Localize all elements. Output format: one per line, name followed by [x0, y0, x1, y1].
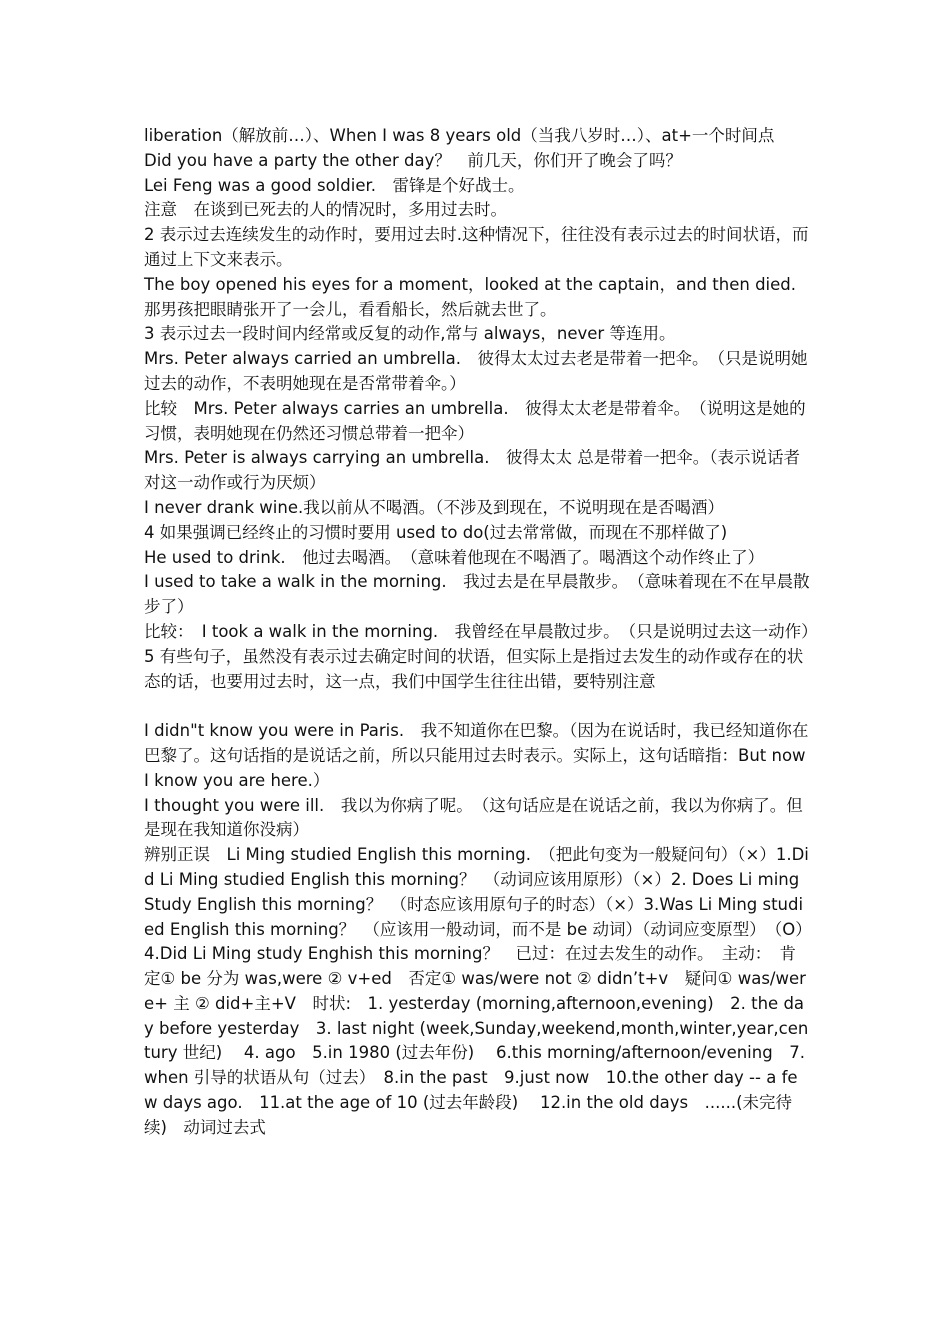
text-line: 3 表示过去一段时间内经常或反复的动作,常与 always，never 等连用。	[144, 324, 676, 344]
text-line: I thought you were ill. 我以为你病了呢。 （这句话应是在说话之前，我以为你病了。但是现在我知道你没病）	[144, 795, 803, 840]
text-line: 辨别正误 Li Ming studied English this morning. （把此句变为一般疑问句）（×）1.Did Li Ming studied English this morning？ （动词应该用原形）（×）2. Does Li ming Study English this morning？ （时态应该用原句子的时态）（×）3.Was Li Ming studied English this morning？ （应该用一般动词，而不是 be 动词）（动词应变原型） （O）4.Did Li Ming study Enghish this morning？ 已过：在过去发生的动作。 主动： 肯定① be 分为 was,were ② v+ed 否定① was/were not ② didn’t+v 疑问① was/were+ 主 ② did+主+V 时状: 1. yesterday (morning,afternoon,evening) 2. the day before yesterday 3. last night (week,Sunday,weekend,month,winter,year,century 世纪) 4. ago 5.in 1980 (过去年份) 6.this morning/afternoon/evening 7.when 引导的状语从句（过去） 8.in the past 9.just now 10.the other day -- a few days ago. 11.at the age of 10 (过去年龄段) 12.in the old days ......(未完待续) 动词过去式	[144, 845, 809, 1137]
text-line: 2 表示过去连续发生的动作时，要用过去时.这种情况下，往往没有表示过去的时间状语，而通过上下文来表示。	[144, 225, 809, 269]
text-line: I used to take a walk in the morning. 我过去是在早晨散步。 （意味着现在不在早晨散步了）	[144, 572, 810, 617]
text-line: 注意 在谈到已死去的人的情况时，多用过去时。	[144, 200, 507, 220]
text-line: 比较 Mrs. Peter always carries an umbrella. 彼得太太老是带着伞。 （说明这是她的习惯，表明她现在仍然还习惯总带着一把伞）	[144, 398, 806, 443]
blank-line	[144, 694, 810, 719]
text-line: I never drank wine.我以前从不喝酒。（不涉及到现在，不说明现在是否喝酒）	[144, 497, 724, 517]
text-line: 4 如果强调已经终止的习惯时要用 used to do(过去常常做，而现在不那样做了)	[144, 522, 728, 542]
document-body	[144, 124, 818, 1141]
text-line: Mrs. Peter is always carrying an umbrella. 彼得太太 总是带着一把伞。（表示说话者对这一动作或行为厌烦）	[144, 448, 800, 493]
text-line: Mrs. Peter always carried an umbrella. 彼得太太过去老是带着一把伞。 （只是说明她过去的动作，不表明她现在是否常带着伞。）	[144, 349, 808, 393]
text-line: Did you have a party the other day？ 前几天，你们开了晚会了吗？	[144, 150, 682, 170]
text-line: 比较： I took a walk in the morning. 我曾经在早晨散过步。 （只是说明过去这一动作）	[144, 621, 818, 641]
text-line: 5 有些句子，虽然没有表示过去确定时间的状语，但实际上是指过去发生的动作或存在的状态的话，也要用过去时，这一点，我们中国学生往往出错，要特别注意	[144, 646, 804, 691]
text-line: I didn"t know you were in Paris. 我不知道你在巴黎。（因为在说话时，我已经知道你在巴黎了。这句话指的是说话之前，所以只能用过去时表示。实际上，这句话暗指：But now I know you are here.）	[144, 721, 809, 790]
text-line: Lei Feng was a good soldier. 雷锋是个好战士。	[144, 175, 525, 195]
text-line: liberation（解放前…）、When I was 8 years old（当我八岁时…）、at+一个时间点	[144, 126, 775, 145]
text-line: He used to drink. 他过去喝酒。 （意味着他现在不喝酒了。喝酒这个动作终止了）	[144, 547, 765, 567]
text-line: The boy opened his eyes for a moment，looked at the captain，and then died. 那男孩把眼睛张开了一会儿，看看船长，然后就去世了。	[144, 274, 796, 319]
